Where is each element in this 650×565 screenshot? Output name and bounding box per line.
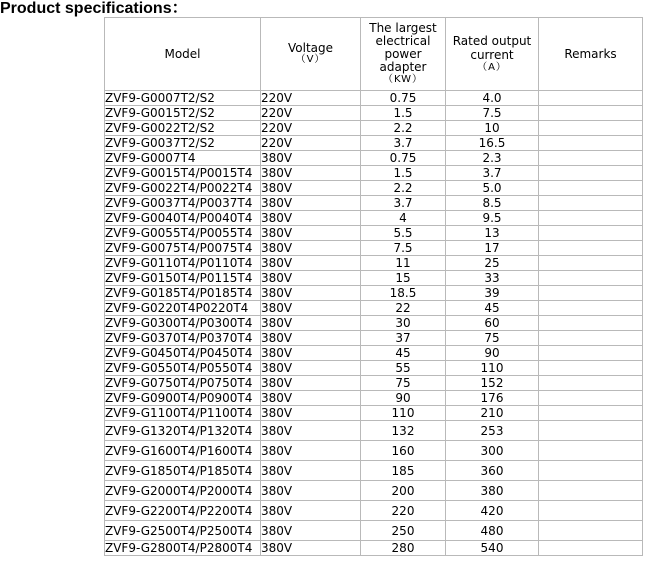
table-row [105, 196, 643, 211]
table-row [105, 346, 643, 361]
remarks-cell [539, 271, 643, 286]
power-cell: 0.75 [361, 91, 446, 106]
table-row [105, 181, 643, 196]
table-row [105, 151, 643, 166]
power-cell: 75 [361, 376, 446, 391]
power-cell: 2.2 [361, 181, 446, 196]
power-cell: 185 [361, 461, 446, 481]
remarks-cell [539, 361, 643, 376]
voltage-cell: 380V [261, 166, 361, 181]
remarks-cell [539, 441, 643, 461]
model-cell: ZVF9-G0075T4/P0075T4 [105, 241, 261, 256]
remarks-cell [539, 406, 643, 421]
voltage-cell: 380V [261, 271, 361, 286]
power-cell: 37 [361, 331, 446, 346]
voltage-cell: 380V [261, 441, 361, 461]
voltage-cell: 380V [261, 286, 361, 301]
current-cell: 210 [446, 406, 539, 421]
power-cell: 30 [361, 316, 446, 331]
header-voltage [261, 18, 361, 91]
voltage-cell: 220V [261, 91, 361, 106]
current-cell: 5.0 [446, 181, 539, 196]
power-cell: 22 [361, 301, 446, 316]
model-cell: ZVF9-G0110T4/P0110T4 [105, 256, 261, 271]
table-row [105, 316, 643, 331]
power-cell: 55 [361, 361, 446, 376]
model-cell: ZVF9-G2200T4/P2200T4 [105, 501, 261, 521]
power-cell: 280 [361, 541, 446, 556]
voltage-cell: 380V [261, 346, 361, 361]
voltage-cell: 380V [261, 361, 361, 376]
table-row [105, 501, 643, 521]
power-cell: 1.5 [361, 166, 446, 181]
table-row [105, 301, 643, 316]
remarks-cell [539, 421, 643, 441]
model-cell: ZVF9-G2800T4/P2800T4 [105, 541, 261, 556]
remarks-cell [539, 256, 643, 271]
current-cell: 480 [446, 521, 539, 541]
current-cell: 8.5 [446, 196, 539, 211]
remarks-cell [539, 196, 643, 211]
voltage-cell: 380V [261, 461, 361, 481]
remarks-cell [539, 391, 643, 406]
remarks-cell [539, 166, 643, 181]
model-cell: ZVF9-G0150T4/P0115T4 [105, 271, 261, 286]
model-cell: ZVF9-G0015T2/S2 [105, 106, 261, 121]
current-cell: 4.0 [446, 91, 539, 106]
table-row [105, 481, 643, 501]
power-cell: 11 [361, 256, 446, 271]
power-cell: 5.5 [361, 226, 446, 241]
power-cell: 7.5 [361, 241, 446, 256]
voltage-cell: 380V [261, 256, 361, 271]
table-row [105, 241, 643, 256]
voltage-cell: 380V [261, 151, 361, 166]
remarks-cell [539, 211, 643, 226]
voltage-cell: 380V [261, 196, 361, 211]
power-cell: 250 [361, 521, 446, 541]
power-cell: 110 [361, 406, 446, 421]
model-cell: ZVF9-G1100T4/P1100T4 [105, 406, 261, 421]
voltage-cell: 380V [261, 481, 361, 501]
current-cell: 16.5 [446, 136, 539, 151]
table-row [105, 211, 643, 226]
current-cell: 39 [446, 286, 539, 301]
header-current-unit: （A） [477, 62, 507, 73]
table-row [105, 286, 643, 301]
power-cell: 45 [361, 346, 446, 361]
current-cell: 13 [446, 226, 539, 241]
remarks-cell [539, 461, 643, 481]
current-cell: 176 [446, 391, 539, 406]
remarks-cell [539, 241, 643, 256]
table-row [105, 121, 643, 136]
model-cell: ZVF9-G0015T4/P0015T4 [105, 166, 261, 181]
current-cell: 110 [446, 361, 539, 376]
voltage-cell: 380V [261, 331, 361, 346]
remarks-cell [539, 136, 643, 151]
table-row [105, 91, 643, 106]
spec-table [104, 17, 643, 556]
table-row [105, 376, 643, 391]
current-cell: 75 [446, 331, 539, 346]
current-cell: 3.7 [446, 166, 539, 181]
power-cell: 4 [361, 211, 446, 226]
model-cell: ZVF9-G0037T2/S2 [105, 136, 261, 151]
current-cell: 60 [446, 316, 539, 331]
model-cell: ZVF9-G0370T4/P0370T4 [105, 331, 261, 346]
table-row [105, 271, 643, 286]
remarks-cell [539, 316, 643, 331]
spec-table-body [105, 91, 643, 556]
power-cell: 200 [361, 481, 446, 501]
power-cell: 2.2 [361, 121, 446, 136]
table-row [105, 421, 643, 441]
power-cell: 90 [361, 391, 446, 406]
current-cell: 420 [446, 501, 539, 521]
table-row [105, 521, 643, 541]
model-cell: ZVF9-G0007T4 [105, 151, 261, 166]
table-row [105, 441, 643, 461]
model-cell: ZVF9-G0300T4/P0300T4 [105, 316, 261, 331]
power-cell: 3.7 [361, 196, 446, 211]
current-cell: 45 [446, 301, 539, 316]
current-cell: 253 [446, 421, 539, 441]
voltage-cell: 380V [261, 541, 361, 556]
power-cell: 18.5 [361, 286, 446, 301]
voltage-cell: 380V [261, 211, 361, 226]
current-cell: 17 [446, 241, 539, 256]
model-cell: ZVF9-G1600T4/P1600T4 [105, 441, 261, 461]
current-cell: 10 [446, 121, 539, 136]
model-cell: ZVF9-G2500T4/P2500T4 [105, 521, 261, 541]
remarks-cell [539, 331, 643, 346]
remarks-cell [539, 501, 643, 521]
current-cell: 25 [446, 256, 539, 271]
table-row [105, 226, 643, 241]
voltage-cell: 380V [261, 181, 361, 196]
page-heading: Product specifications： [0, 0, 188, 17]
remarks-cell [539, 106, 643, 121]
model-cell: ZVF9-G0220T4P0220T4 [105, 301, 261, 316]
table-row [105, 461, 643, 481]
model-cell: ZVF9-G0040T4/P0040T4 [105, 211, 261, 226]
table-row [105, 331, 643, 346]
remarks-cell [539, 301, 643, 316]
model-cell: ZVF9-G1850T4/P1850T4 [105, 461, 261, 481]
voltage-cell: 380V [261, 241, 361, 256]
current-cell: 300 [446, 441, 539, 461]
model-cell: ZVF9-G1320T4/P1320T4 [105, 421, 261, 441]
voltage-cell: 380V [261, 391, 361, 406]
model-cell: ZVF9-G0900T4/P0900T4 [105, 391, 261, 406]
remarks-cell [539, 541, 643, 556]
power-cell: 3.7 [361, 136, 446, 151]
current-cell: 152 [446, 376, 539, 391]
power-cell: 15 [361, 271, 446, 286]
header-power [361, 18, 446, 91]
table-row [105, 391, 643, 406]
voltage-cell: 220V [261, 106, 361, 121]
voltage-cell: 380V [261, 501, 361, 521]
current-cell: 7.5 [446, 106, 539, 121]
table-row [105, 166, 643, 181]
power-cell: 1.5 [361, 106, 446, 121]
voltage-cell: 380V [261, 376, 361, 391]
model-cell: ZVF9-G0022T2/S2 [105, 121, 261, 136]
model-cell: ZVF9-G2000T4/P2000T4 [105, 481, 261, 501]
table-row [105, 541, 643, 556]
header-model [105, 18, 261, 91]
remarks-cell [539, 181, 643, 196]
remarks-cell [539, 286, 643, 301]
current-cell: 540 [446, 541, 539, 556]
remarks-cell [539, 121, 643, 136]
header-power-label: The largest electrical power adapter [369, 21, 437, 74]
remarks-cell [539, 151, 643, 166]
model-cell: ZVF9-G0185T4/P0185T4 [105, 286, 261, 301]
table-row [105, 136, 643, 151]
current-cell: 380 [446, 481, 539, 501]
remarks-cell [539, 346, 643, 361]
header-model-label: Model [164, 47, 201, 61]
remarks-cell [539, 481, 643, 501]
power-cell: 160 [361, 441, 446, 461]
model-cell: ZVF9-G0037T4/P0037T4 [105, 196, 261, 211]
power-cell: 0.75 [361, 151, 446, 166]
voltage-cell: 380V [261, 316, 361, 331]
remarks-cell [539, 226, 643, 241]
power-cell: 220 [361, 501, 446, 521]
model-cell: ZVF9-G0007T2/S2 [105, 91, 261, 106]
voltage-cell: 380V [261, 226, 361, 241]
model-cell: ZVF9-G0550T4/P0550T4 [105, 361, 261, 376]
current-cell: 90 [446, 346, 539, 361]
power-cell: 132 [361, 421, 446, 441]
table-row [105, 406, 643, 421]
voltage-cell: 220V [261, 136, 361, 151]
current-cell: 2.3 [446, 151, 539, 166]
header-remarks [539, 18, 643, 91]
header-current [446, 18, 539, 91]
table-row [105, 106, 643, 121]
spec-table-header [105, 18, 643, 91]
model-cell: ZVF9-G0450T4/P0450T4 [105, 346, 261, 361]
current-cell: 9.5 [446, 211, 539, 226]
voltage-cell: 380V [261, 521, 361, 541]
header-voltage-unit: （V） [295, 54, 326, 65]
remarks-cell [539, 91, 643, 106]
header-row [105, 18, 643, 91]
remarks-cell [539, 521, 643, 541]
current-cell: 33 [446, 271, 539, 286]
model-cell: ZVF9-G0055T4/P0055T4 [105, 226, 261, 241]
header-voltage-label: Voltage [287, 41, 333, 55]
table-row [105, 256, 643, 271]
current-cell: 360 [446, 461, 539, 481]
voltage-cell: 220V [261, 121, 361, 136]
table-row [105, 361, 643, 376]
model-cell: ZVF9-G0750T4/P0750T4 [105, 376, 261, 391]
header-current-label: Rated output current [452, 34, 532, 62]
voltage-cell: 380V [261, 421, 361, 441]
header-power-unit: （KW） [382, 74, 424, 85]
header-remarks-label: Remarks [564, 47, 617, 61]
remarks-cell [539, 376, 643, 391]
voltage-cell: 380V [261, 406, 361, 421]
voltage-cell: 380V [261, 301, 361, 316]
model-cell: ZVF9-G0022T4/P0022T4 [105, 181, 261, 196]
